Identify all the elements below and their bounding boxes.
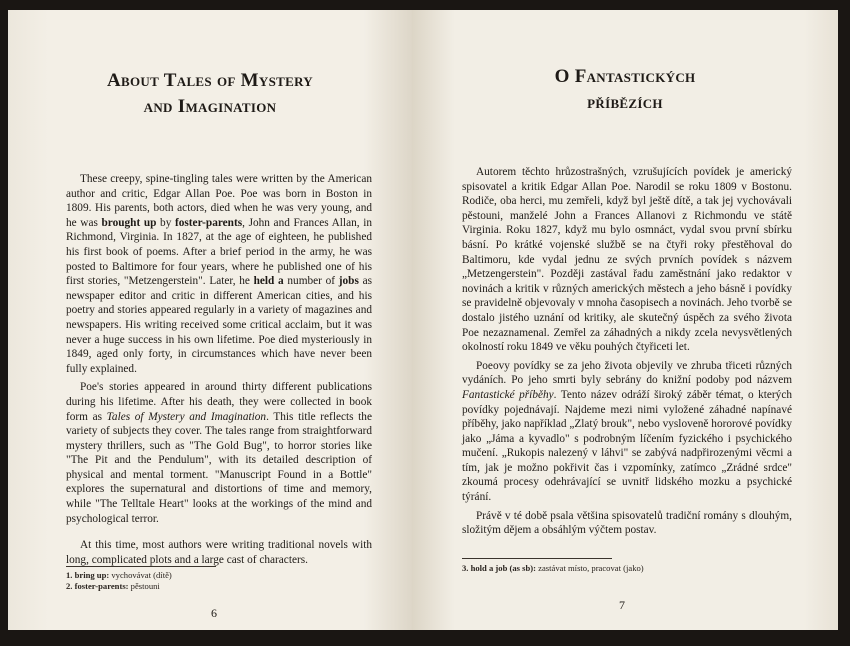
paragraph: Autorem těchto hrůzostrašných, vzrušujících povídek je americký spisovatel a kritik Edgar Allan Poe. Narodil se roku 1809 v Bostonu. Rodiče, oba herci, mu zemřeli, když byl ještě dítě, a tak jej vychovávali pěstouni, manželé John a Frances Allanovi z Richmondu ve státě Virginia. Roku 1827, když mu bylo osmnáct, vydal svou první sbírku básní. Po krátké vojenské službě se na čtyři roky přestěhoval do Baltimoru, kde vydal jednu ze svých prvních povídek s názvem „Metzengerstein". Později zastával řadu zaměstnání jako redaktor v novinách a kritik v různých amerických městech a jeho básně i povídky se pravidelně objevovaly v mnoha časopisech a novinách. Jeho tvorbě se dostalo jistého uznání od kritiky, ale skutečný úspěch za svého života Poe nezaznamenal. Zemřel za záhadných a nikdy zcela nevysvětlených okolností roku 1849 ve věku pouhých čtyřiceti let. xyxy=(462,166,792,354)
footnote-gloss: zastávat místo, pracovat (jako) xyxy=(536,563,644,573)
paragraph xyxy=(66,380,372,526)
text-run: number of xyxy=(283,275,339,288)
footnotes xyxy=(462,563,644,574)
footnote-term: 1. bring up: xyxy=(66,570,110,580)
page-title xyxy=(412,64,838,116)
paragraph: At this time, most authors were writing traditional novels with long, complicated plots and a large cast of characters. xyxy=(66,539,372,566)
body-text xyxy=(66,172,372,567)
page-title xyxy=(8,68,412,120)
footnote-term: 3. hold a job (as sb): xyxy=(462,563,537,573)
glossed-term: jobs xyxy=(338,275,359,288)
paragraph: Právě v té době psala většina spisovatelů tradiční romány s dlouhým, složitým dějem a obsáhlým výčtem postav. xyxy=(462,509,792,537)
title-line: About Tales of Mystery xyxy=(107,70,313,91)
glossed-term: brought up xyxy=(101,216,157,229)
book-title: Fantastické příběhy xyxy=(462,388,554,401)
footnotes xyxy=(66,570,172,591)
footnote xyxy=(66,570,172,581)
footnote-gloss: vychovávat (dítě) xyxy=(109,570,172,580)
title-line: O Fantastických xyxy=(554,66,696,87)
page-number: 7 xyxy=(619,598,625,612)
title-line: příbězích xyxy=(587,92,663,113)
footnote xyxy=(462,563,644,574)
glossed-term: held a xyxy=(253,275,284,288)
book-title: Tales of Mystery and Imagination xyxy=(106,410,267,423)
text-run: as newspaper editor and critic in different American cities, and his poetry and stories appeared regularly in a variety of magazines and newspapers. His writing received some critical acclaim, but it was never a huge success in his own lifetime. Poe died mysteriously in 1849, aged only forty, in circumstances which have never been fully explained. xyxy=(66,275,372,375)
left-page xyxy=(8,10,412,630)
paragraph xyxy=(462,359,792,505)
footnote xyxy=(66,581,172,592)
text-run: . Tento název odráží široký záběr témat, o kterých povídky pojednávají. Najdeme mezi nimi vyložené záhadné napínavé příběhy, jako například „Zlatý brouk", nebo vysloveně hororové povídky jako „Jáma a kyvadlo" s podrobným líčením fyzického i psychického mučení. „Rukopis nalezený v láhvi" se zabývá nadpřirozenými věcmi a tím, jak je možno pokřivit čas i vzpomínky, zatímco „Zrádné srdce" zkoumá procesy odehrávající se uvnitř lidského mozku a psychické týrání. xyxy=(462,388,792,504)
paragraph xyxy=(66,172,372,376)
text-run: , John and Frances Allan, in Richmond, Virginia. In 1827, at the age of eighteen, he published his first book of poems. After a brief period in the army, he was posted to Baltimore for four years, where he published one of his first stories, "Metzengerstein". Later, he xyxy=(66,216,372,288)
body-text xyxy=(462,165,792,538)
glossed-term: foster-parents xyxy=(174,216,243,229)
footnote-divider xyxy=(462,558,612,559)
right-page xyxy=(412,10,838,630)
text-run: . This title reflects the variety of subjects they cover. The tales range from straightforward mystery thrillers, such as "The Gold Bug", to horror stories like "The Pit and the Pendulum", with its detailed description of physical and mental torment. "Manuscript Found in a Bottle" explores the supernatural and distortions of time and memory, while "The Telltale Heart" looks at the workings of the mind and psychological terror. xyxy=(66,410,372,525)
page-number: 6 xyxy=(211,606,217,620)
footnote-gloss: pěstouni xyxy=(128,580,160,591)
text-run: Poe's stories appeared in around thirty different publications during his lifetime. After his death, they were collected in book form as xyxy=(66,381,372,423)
footnote-term: 2. foster-parents: xyxy=(66,580,129,591)
footnote-divider xyxy=(66,566,216,567)
text-run: by xyxy=(156,216,175,229)
text-run: These creepy, spine-tingling tales were written by the American author and critic, Edgar Allan Poe. Poe was born in Boston in 1809. His parents, both actors, died when he was very young, and he was xyxy=(66,173,372,229)
title-line: and Imagination xyxy=(143,96,277,117)
text-run: Poeovy povídky se za jeho života objevily ve zhruba třiceti různých vydáních. Po jeho smrti byly sebrány do knižní podoby pod názvem xyxy=(462,359,792,387)
